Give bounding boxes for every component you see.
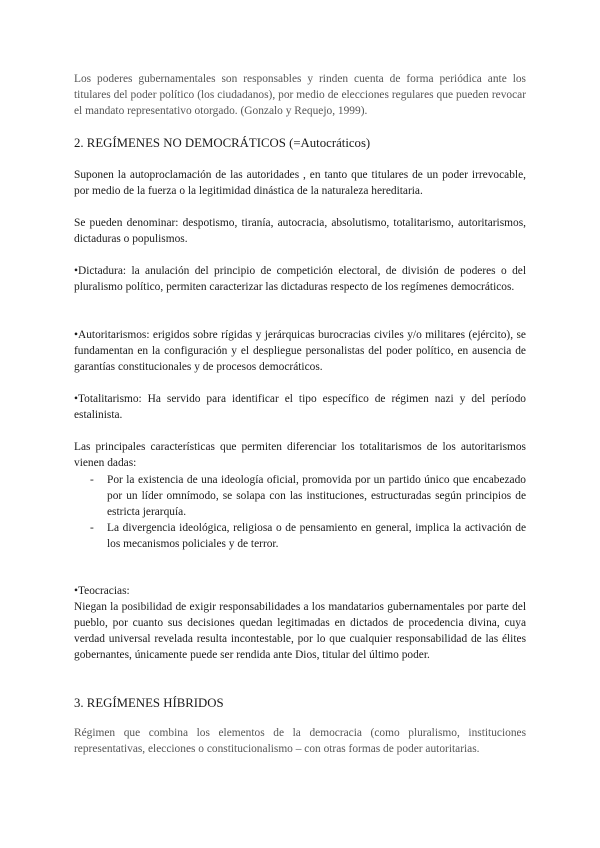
section-2-heading: 2. REGÍMENES NO DEMOCRÁTICOS (=Autocráticos): [74, 136, 371, 150]
paragraph-caracteristicas: Las principales características que permiten diferenciar los totalitarismos de los autoritarismos vienen dadas:: [74, 441, 526, 469]
paragraph-autoritarismos: •Autoritarismos: erigidos sobre rígidas y jerárquicas burocracias civiles y/o militares (ejército), se fundamentan en la configuración y el despliegue personalistas del poder político, en ausencia de garantías constitucionales y de procesos democráticos.: [74, 329, 526, 373]
list-item-text: Por la existencia de una ideología oficial, promovida por un partido único que encabezado por un líder omnímodo, se solapa con las instituciones, estructuradas según principios de estricta jerarquía.: [107, 474, 526, 518]
caracteristicas-list: [74, 472, 526, 552]
paragraph-hibridos: Régimen que combina los elementos de la democracia (como pluralismo, instituciones representativas, elecciones o constitucionalismo – con otras formas de poder autoritarias.: [74, 727, 526, 755]
paragraph-autoproclamacion: Suponen la autoproclamación de las autoridades , en tanto que titulares de un poder irrevocable, por medio de la fuerza o la legitimidad dinástica de la naturaleza hereditaria.: [74, 169, 526, 197]
paragraph-denominaciones: Se pueden denominar: despotismo, tiranía, autocracia, absolutismo, totalitarismo, autoritarismos, dictaduras o populismos.: [74, 217, 526, 245]
teocracias-label: •Teocracias:: [74, 585, 130, 597]
paragraph-dictadura: •Dictadura: la anulación del principio de competición electoral, de división de poderes o del pluralismo político, permiten caracterizar las dictaduras respecto de los regímenes democráticos.: [74, 265, 526, 293]
list-item: [74, 520, 526, 552]
paragraph-teocracias: [74, 583, 526, 663]
list-dash: -: [90, 522, 94, 534]
intro-paragraph: Los poderes gubernamentales son responsables y rinden cuenta de forma periódica ante los titulares del poder político (los ciudadanos), por medio de elecciones regulares que pueden revocar el mandato representativo otorgado. (Gonzalo y Requejo, 1999).: [74, 73, 526, 117]
paragraph-totalitarismo: •Totalitarismo: Ha servido para identificar el tipo específico de régimen nazi y del período estalinista.: [74, 393, 526, 421]
list-dash: -: [90, 474, 94, 486]
list-item-text: La divergencia ideológica, religiosa o de pensamiento en general, implica la activación de los mecanismos policiales y de terror.: [107, 522, 526, 550]
list-item: [74, 472, 526, 520]
teocracias-text: Niegan la posibilidad de exigir responsabilidades a los mandatarios gubernamentales por parte del pueblo, por cuanto sus decisiones quedan legitimadas en dictados de procedencia divina, cuya verdad universal revelada resulta incontestable, por lo que cualquier responsabilidad de las élites gobernantes, únicamente puede ser rendida ante Dios, titular del último poder.: [74, 601, 526, 661]
section-3-heading: 3. REGÍMENES HÍBRIDOS: [74, 696, 224, 710]
